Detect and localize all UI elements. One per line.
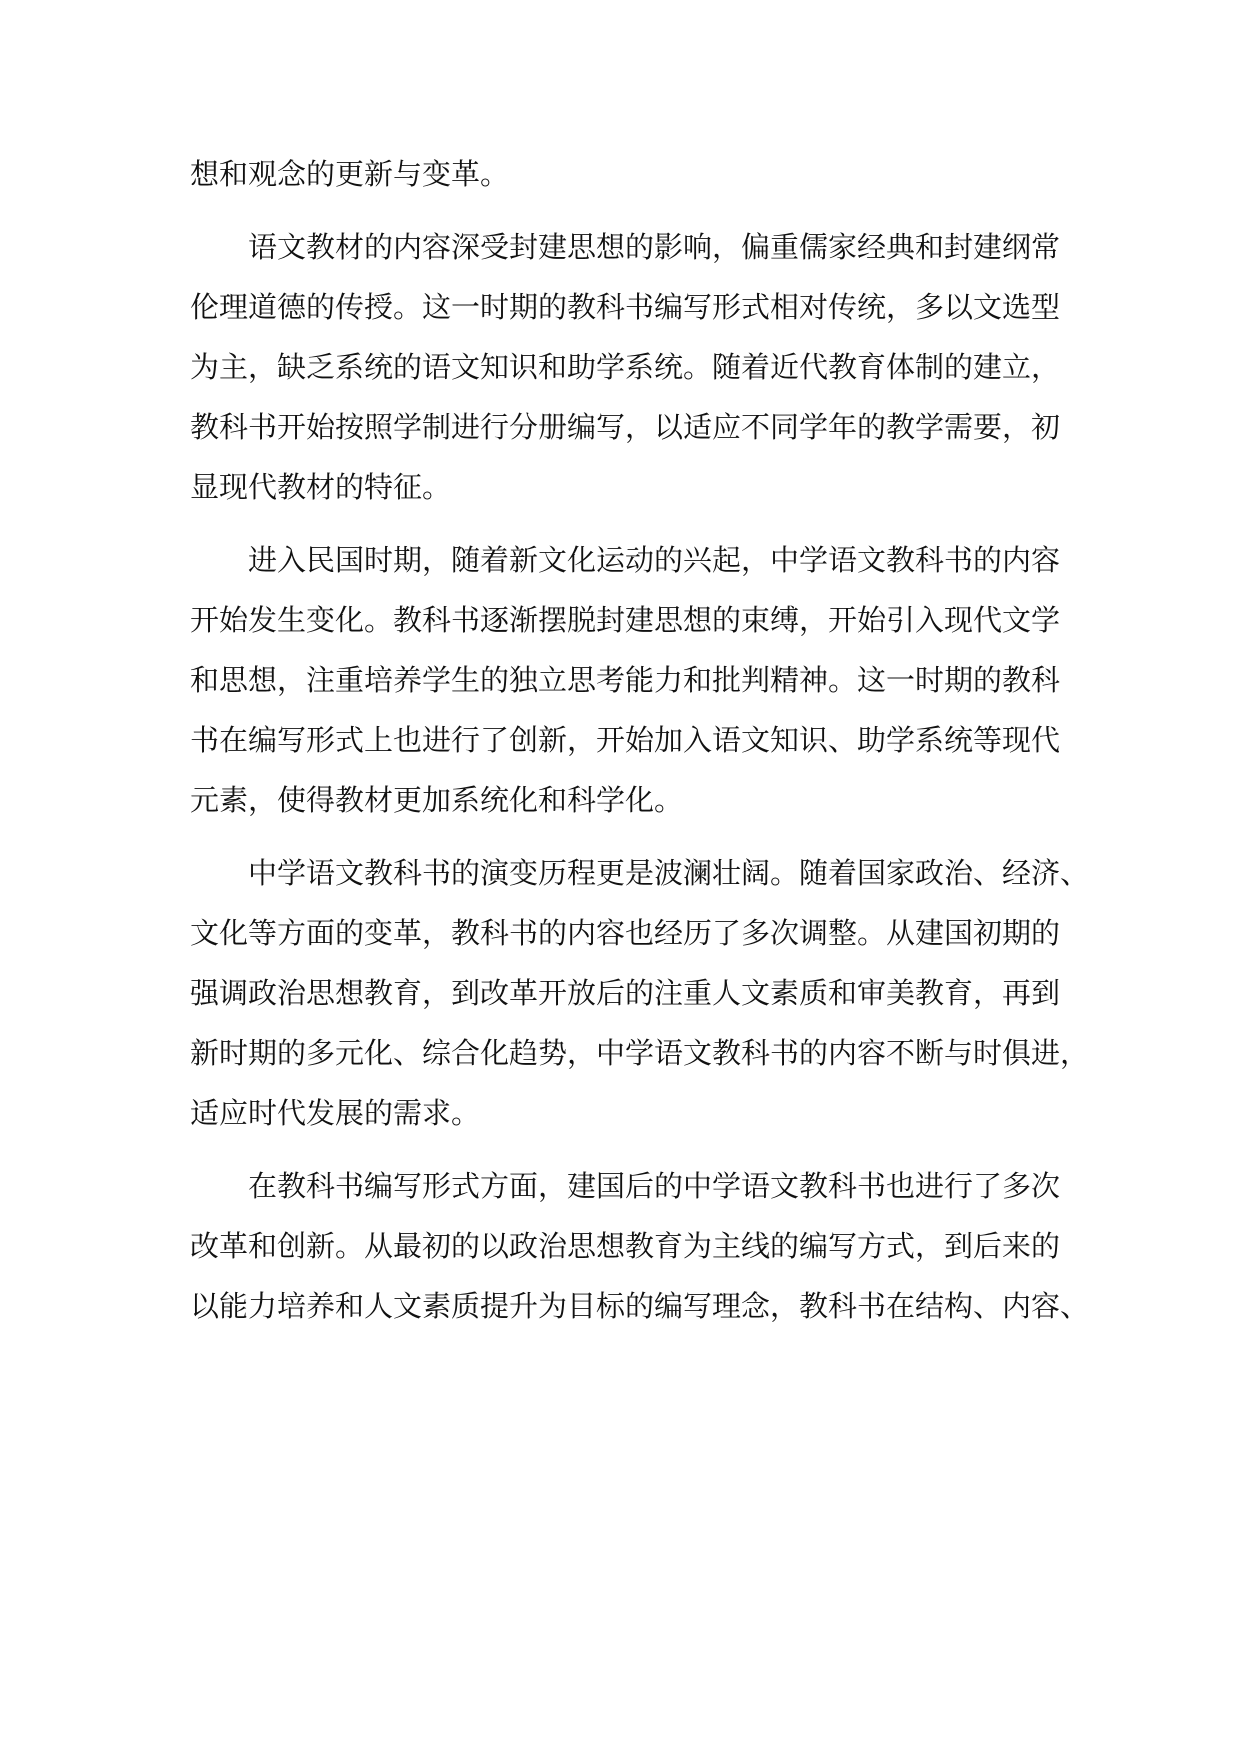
text-line: 在教科书编写形式方面，建国后的中学语文教科书也进行了多次 (248, 1169, 1061, 1203)
text-line: 和思想，注重培养学生的独立思考能力和批判精神。这一时期的教科 (190, 663, 1061, 697)
text-line: 强调政治思想教育，到改革开放后的注重人文素质和审美教育，再到 (190, 976, 1061, 1010)
text-line: 进入民国时期，随着新文化运动的兴起，中学语文教科书的内容 (248, 543, 1061, 577)
paragraph (190, 1156, 1090, 1336)
text-line: 元素，使得教材更加系统化和科学化。 (190, 783, 684, 817)
text-line: 教科书开始按照学制进行分册编写，以适应不同学年的教学需要，初 (190, 410, 1061, 444)
text-line: 改革和创新。从最初的以政治思想教育为主线的编写方式，到后来的 (190, 1229, 1061, 1263)
paragraph (190, 144, 1052, 204)
text-line: 开始发生变化。教科书逐渐摆脱封建思想的束缚，开始引入现代文学 (190, 603, 1061, 637)
text-line: 适应时代发展的需求。 (190, 1096, 481, 1130)
document-body (190, 144, 1090, 1336)
text-line: 文化等方面的变革，教科书的内容也经历了多次调整。从建国初期的 (190, 916, 1061, 950)
text-line: 中学语文教科书的演变历程更是波澜壮阔。随着国家政治、经济、 (248, 856, 1090, 890)
paragraph (190, 217, 1061, 517)
text-line: 想和观念的更新与变革。 (190, 157, 510, 191)
text-line: 书在编写形式上也进行了创新，开始加入语文知识、助学系统等现代 (190, 723, 1061, 757)
text-line: 显现代教材的特征。 (190, 470, 452, 504)
text-line: 以能力培养和人文素质提升为目标的编写理念，教科书在结构、内容、 (190, 1289, 1090, 1323)
paragraph (190, 530, 1061, 830)
text-line: 新时期的多元化、综合化趋势，中学语文教科书的内容不断与时俱进， (190, 1036, 1090, 1070)
text-line: 伦理道德的传授。这一时期的教科书编写形式相对传统，多以文选型 (190, 290, 1061, 324)
paragraph (190, 843, 1090, 1143)
text-line: 语文教材的内容深受封建思想的影响，偏重儒家经典和封建纲常 (248, 230, 1061, 264)
text-line: 为主，缺乏系统的语文知识和助学系统。随着近代教育体制的建立， (190, 350, 1061, 384)
